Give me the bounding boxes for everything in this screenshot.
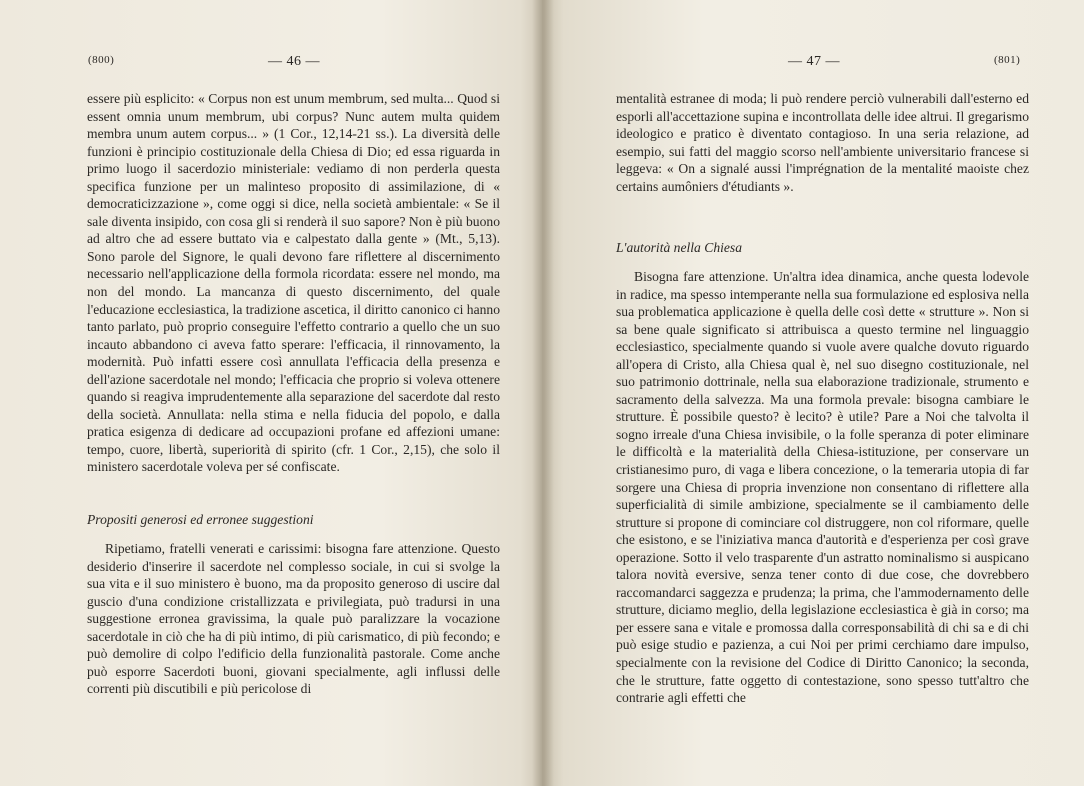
left-paragraph-1: essere più esplicito: « Corpus non est unum membrum, sed multa... Quod si essent omnia unum membrum, ubi corpus? Nunc autem multa quidem membra unum autem corpus... » (1 Cor., 12,14-21 ss.). La diversità delle funzioni è principio costituzionale della Chiesa di Dio; ed essa riguarda in primo luogo il sacerdozio ministeriale: vediamo di non perderla questa specifica funzione per un malinteso proposito di assimilazione, di « democraticizzazione », come oggi si dice, nella società ambientale: « Se il sale diventa insipido, con cosa gli si renderà il suo sapore? Non è più buono ad altro che ad essere buttato via e calpestato dalla gente » (Mt., 5,13). Sono parole del Signore, le quali devono fare riflettere al discernimento necessario nell'applicazione della formola ricordata: essere nel mondo, ma non del mondo. La mancanza di questo discernimento, del quale l'educazione ecclesiastica, la tradizione ascetica, il diritto canonico ci hanno tanto parlato, può proprio conseguire l'effetto contrario a quello che un suo incauto abbandono ci aveva fatto sperare: l'efficacia, il rinnovamento, la modernità. Può infatti essere così annullata l'efficacia della presenza e dell'azione sacerdotale nel mondo; l'efficacia che proprio si voleva ottenere quando si reagiva imprudentemente alla separazione del sacerdote dal resto della società. Annullata: nella stima e nella fiducia del popolo, e dalla pratica esigenza di dedicare ad occupazioni profane ed affezioni umane: tempo, cuore, libertà, superiorità di spirito (cfr. 1 Cor., 2,15), che solo il ministero sacerdotale voleva per sé confiscate.	[87, 91, 500, 475]
left-page-number: — 46 —	[268, 54, 320, 69]
right-page-number: — 47 —	[788, 54, 840, 69]
right-paragraph-2: Bisogna fare attenzione. Un'altra idea dinamica, anche questa lodevole in radice, ma spesso intemperante nella sua formulazione ed esplosiva nella sua problematica applicazione è quella delle così dette « strutture ». Non si sa bene quale significato si attribuisca a questo termine nel linguaggio ecclesiastico, specialmente quando si vuole avere qualche dovuto riguardo all'opera di Cristo, alla Chiesa qual è, nel suo disegno costituzionale, nel suo patrimonio dottrinale, nella sua elaborazione tradizionale, strumento e sacramento della salvezza. Ma una formola prevale: bisogna cambiare le strutture. È possibile questo? è lecito? è utile? Pare a Noi che talvolta il sogno irreale d'una Chiesa invisibile, o la folle speranza di poter eliminare le difficoltà e la materialità della Chiesa-istituzione, per conservare un cristianesimo puro, di vaga e libera concezione, o la temeraria utopia di far sorgere una Chiesa di propria invenzione non consentano di riflettere alla superficialità di simile ambizione, specialmente se il cambiamento delle strutture si propone di cominciare col distruggere, non col riformare, quelle che esistono, e se l'iniziativa manca d'autorità e d'esperienza per così grave operazione. Sotto il velo trasparente d'un astratto nominalismo si auspicano talora novità eversive, senza tener conto di due cose, che dovrebbero raccomandarci saggezza e prudenza; la prima, che l'ammodernamento delle strutture, diciamo meglio, della legislazione ecclesiastica è già in corso; ma per essere sana e vitale e promossa dalla corresponsabilità di chi sa e di chi può esige studio e pazienza, a cui Noi per primi cerchiamo dare impulso, specialmente con la revisione del Codice di Diritto Canonico; la seconda, che le strutture, fatte oggetto di contestazione, sono spesso tutt'altro che contrarie agli effetti che	[616, 269, 1029, 706]
right-section-heading: L'autorità nella Chiesa	[616, 240, 743, 255]
left-corner-number: (800)	[88, 54, 115, 66]
left-paragraph-2: Ripetiamo, fratelli venerati e carissimi: bisogna fare attenzione. Questo desiderio d'inserire il sacerdote nel complesso sociale, in cui si svolge la sua vita e il suo ministero è buono, ma da proposito generoso di uscire dal guscio d'una condizione cristallizzata e privilegiata, può tradursi in una suggestione erronea gravissima, la quale può paralizzare la vocazione sacerdotale in ciò che ha di più intimo, di più carismatico, di più fecondo; e può demolire di colpo l'edificio della funzionalità pastorale. Come anche può esporre Sacerdoti buoni, giovani specialmente, agli influssi delle correnti più discutibili e più pericolose di	[87, 541, 500, 697]
left-section-heading: Propositi generosi ed erronee suggestioni	[87, 512, 314, 527]
right-corner-number: (801)	[994, 54, 1021, 66]
right-paragraph-1: mentalità estranee di moda; li può rendere perciò vulnerabili dall'esterno ed esporli all'accettazione supina e incontrollata delle idee altrui. Il gregarismo ideologico e pratico è diventato contagioso. In una seria relazione, ad esempio, sui fatti del maggio scorso nell'ambiente universitario francese si leggeva: « On a signalé aussi l'imprégnation de la mentalité maoiste chez certains aumôniers d'étudiants ».	[616, 91, 1029, 194]
right-page	[542, 0, 1084, 786]
